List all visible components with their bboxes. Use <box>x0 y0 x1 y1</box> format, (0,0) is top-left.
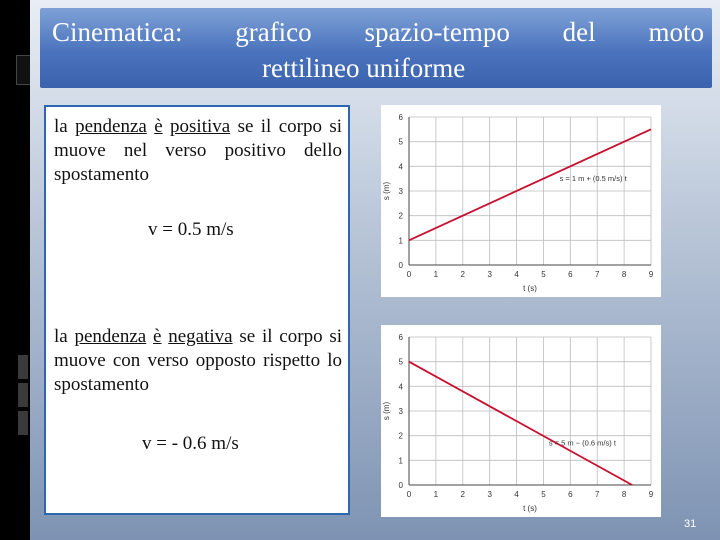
y-axis-label: s (m) <box>382 181 391 201</box>
y-tick-label: 3 <box>398 407 403 416</box>
x-tick-label: 6 <box>568 490 573 499</box>
x-tick-label: 0 <box>406 270 412 279</box>
x-tick-label: 3 <box>487 490 492 499</box>
y-tick-label: 5 <box>398 357 403 367</box>
x-tick-label: 0 <box>406 490 412 499</box>
x-tick-label: 4 <box>514 490 519 499</box>
y-axis-label: s (m) <box>382 401 391 421</box>
title-word: moto <box>648 17 704 47</box>
velocity-negative: v = - 0.6 m/s <box>142 433 239 454</box>
equation-annotation: s = 1 m + (0.5 m/s) t <box>559 174 627 184</box>
x-tick-label: 5 <box>541 270 546 279</box>
chart-svg <box>381 105 661 297</box>
text-box <box>44 105 350 515</box>
decor-square <box>18 383 28 407</box>
y-tick-label: 5 <box>398 137 403 147</box>
chart-svg <box>381 325 661 517</box>
x-axis-label: t (s) <box>523 284 537 293</box>
y-tick-label: 0 <box>398 261 403 270</box>
x-tick-label: 7 <box>594 490 600 499</box>
chart-negative-slope <box>381 325 661 517</box>
y-tick-label: 2 <box>398 431 403 441</box>
x-tick-label: 3 <box>487 270 492 279</box>
velocity-positive: v = 0.5 m/s <box>148 219 234 240</box>
left-decor-bar <box>0 0 30 540</box>
x-tick-label: 8 <box>621 490 627 499</box>
y-tick-label: 4 <box>398 382 403 392</box>
title-word: grafico <box>235 17 312 47</box>
x-tick-label: 1 <box>433 270 439 279</box>
y-tick-label: 1 <box>398 236 403 246</box>
series-line <box>409 129 651 240</box>
chart-positive-slope <box>381 105 661 297</box>
x-tick-label: 9 <box>648 490 654 499</box>
x-tick-label: 4 <box>514 270 519 279</box>
x-axis-label: t (s) <box>523 504 537 513</box>
x-tick-label: 2 <box>460 490 466 499</box>
title-line2: rettilineo uniforme <box>262 53 466 83</box>
y-tick-label: 3 <box>398 187 403 196</box>
x-tick-label: 9 <box>648 270 654 279</box>
paragraph-positive: la pendenza è positiva se il corpo si muove nel verso positivo dello spostamento <box>54 116 342 185</box>
y-tick-label: 2 <box>398 211 403 221</box>
slide-title <box>40 8 712 88</box>
title-word: del <box>562 17 596 47</box>
y-tick-label: 1 <box>398 456 403 466</box>
x-tick-label: 2 <box>460 270 466 279</box>
y-tick-label: 6 <box>398 333 403 342</box>
y-tick-label: 6 <box>398 113 403 122</box>
x-tick-label: 5 <box>541 490 546 499</box>
x-tick-label: 1 <box>433 490 439 499</box>
x-tick-label: 8 <box>621 270 627 279</box>
page-number: 31 <box>684 518 697 530</box>
series-line <box>409 362 632 485</box>
decor-square <box>18 355 28 379</box>
equation-annotation: s = 5 m − (0.6 m/s) t <box>548 438 616 448</box>
decor-square <box>18 411 28 435</box>
y-tick-label: 4 <box>398 162 403 172</box>
x-tick-label: 6 <box>568 270 573 279</box>
x-tick-label: 7 <box>594 270 600 279</box>
y-tick-label: 0 <box>398 481 403 490</box>
title-word: spazio-tempo <box>364 17 510 47</box>
title-word: Cinematica: <box>52 17 183 47</box>
paragraph-negative: la pendenza è negativa se il corpo si muove con verso opposto rispetto lo spostamento <box>54 326 343 395</box>
